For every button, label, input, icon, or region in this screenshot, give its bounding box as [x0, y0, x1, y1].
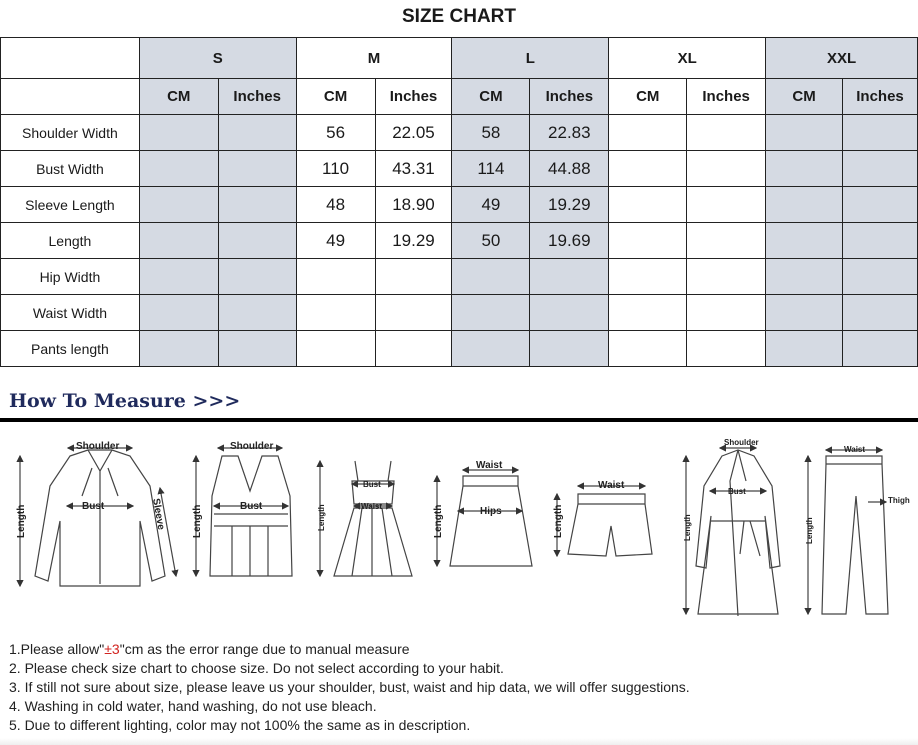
trousers-length-label: Length	[805, 517, 814, 544]
size-xxl-header: XXL	[766, 38, 918, 79]
trousers-thigh-label: Thigh	[888, 496, 910, 505]
table-cell	[375, 259, 452, 295]
table-cell	[139, 151, 218, 187]
table-cell	[218, 151, 296, 187]
dress-length-label: Length	[317, 504, 326, 531]
table-cell	[452, 331, 530, 367]
size-l-header: L	[452, 38, 609, 79]
measurement-diagrams	[0, 426, 918, 626]
table-cell	[766, 223, 843, 259]
table-cell: 19.69	[530, 223, 609, 259]
skirt-waist-label: Waist	[476, 460, 503, 471]
size-xl-header: XL	[609, 38, 766, 79]
skirt-hips-label: Hips	[480, 506, 502, 517]
table-cell	[218, 259, 296, 295]
shorts-waist-label: Waist	[598, 480, 625, 491]
unit-cm: CM	[766, 79, 843, 115]
table-cell	[375, 331, 452, 367]
table-cell: 56	[296, 115, 375, 151]
row-label: Length	[1, 223, 140, 259]
table-cell	[766, 151, 843, 187]
unit-inches: Inches	[530, 79, 609, 115]
table-cell	[687, 331, 766, 367]
unit-cm: CM	[609, 79, 687, 115]
table-cell	[843, 295, 918, 331]
table-cell	[139, 223, 218, 259]
row-label: Shoulder Width	[1, 115, 140, 151]
coat-diagram	[686, 448, 780, 616]
skirt-length-label: Length	[433, 504, 444, 538]
table-cell	[609, 151, 687, 187]
table-cell: 50	[452, 223, 530, 259]
table-cell	[139, 187, 218, 223]
table-cell	[139, 295, 218, 331]
table-cell	[609, 187, 687, 223]
coat-shoulder-label: Shoulder	[724, 438, 759, 447]
table-cell	[296, 295, 375, 331]
table-row	[1, 115, 918, 151]
care-notes	[9, 640, 690, 735]
vest-diagram	[196, 448, 292, 576]
unit-cm: CM	[452, 79, 530, 115]
table-cell	[296, 259, 375, 295]
table-cell: 43.31	[375, 151, 452, 187]
heading-divider	[0, 418, 918, 422]
table-cell: 58	[452, 115, 530, 151]
note-4: 4. Washing in cold water, hand washing, do not use bleach.	[9, 698, 377, 714]
table-row	[1, 223, 918, 259]
corner-cell	[1, 79, 140, 115]
size-m-header: M	[296, 38, 452, 79]
coat-bust-label: Bust	[728, 487, 746, 496]
table-cell	[139, 115, 218, 151]
table-cell	[609, 331, 687, 367]
unit-inches: Inches	[843, 79, 918, 115]
table-cell	[687, 151, 766, 187]
coat-length-label: Length	[683, 514, 692, 541]
blouse-sleeve-label: Sleeve	[150, 497, 167, 531]
table-cell	[766, 115, 843, 151]
table-row	[1, 187, 918, 223]
table-cell	[218, 187, 296, 223]
table-cell	[530, 259, 609, 295]
corner-cell	[1, 38, 140, 79]
table-cell	[452, 295, 530, 331]
table-cell	[452, 259, 530, 295]
vest-length-label: Length	[192, 504, 203, 538]
table-cell	[218, 115, 296, 151]
note-5: 5. Due to different lighting, color may not 100% the same as in description.	[9, 717, 471, 733]
blouse-length-label: Length	[16, 504, 27, 538]
trousers-waist-label: Waist	[844, 445, 866, 454]
table-cell	[687, 259, 766, 295]
skirt-diagram	[437, 470, 532, 573]
table-cell: 44.88	[530, 151, 609, 187]
table-cell: 49	[296, 223, 375, 259]
blouse-diagram	[20, 448, 176, 586]
dress-waist-label: Waist	[361, 502, 383, 511]
table-cell: 19.29	[530, 187, 609, 223]
blouse-bust-label: Bust	[82, 501, 105, 512]
trousers-diagram	[808, 450, 888, 614]
note-2: 2. Please check size chart to choose size. Do not select according to your habit.	[9, 660, 504, 676]
bottom-fade	[0, 738, 918, 745]
table-cell	[843, 259, 918, 295]
table-cell	[843, 151, 918, 187]
table-cell: 18.90	[375, 187, 452, 223]
dress-bust-label: Bust	[363, 480, 381, 489]
table-cell	[843, 223, 918, 259]
table-cell	[530, 295, 609, 331]
table-cell	[687, 115, 766, 151]
table-cell	[766, 187, 843, 223]
unit-inches: Inches	[687, 79, 766, 115]
shorts-diagram	[557, 486, 652, 556]
table-cell	[687, 187, 766, 223]
table-cell	[530, 331, 609, 367]
note-1-tolerance: ±3	[104, 641, 120, 657]
table-cell	[609, 223, 687, 259]
row-label: Pants length	[1, 331, 140, 367]
note-3: 3. If still not sure about size, please leave us your shoulder, bust, waist and hip data, we will offer suggestions.	[9, 679, 690, 695]
unit-inches: Inches	[218, 79, 296, 115]
table-cell	[609, 115, 687, 151]
table-cell: 48	[296, 187, 375, 223]
table-cell: 49	[452, 187, 530, 223]
size-header-row	[1, 38, 918, 79]
table-cell	[766, 295, 843, 331]
unit-header-row	[1, 79, 918, 115]
table-row	[1, 331, 918, 367]
vest-shoulder-label: Shoulder	[230, 441, 274, 452]
table-cell	[843, 115, 918, 151]
table-cell	[609, 259, 687, 295]
table-cell	[687, 295, 766, 331]
vest-bust-label: Bust	[240, 501, 263, 512]
table-cell: 114	[452, 151, 530, 187]
table-cell	[766, 259, 843, 295]
table-row	[1, 151, 918, 187]
table-cell	[139, 259, 218, 295]
table-cell: 110	[296, 151, 375, 187]
table-cell	[218, 331, 296, 367]
dress-diagram	[320, 461, 412, 576]
how-to-measure-heading: How To Measure >>>	[9, 390, 241, 412]
table-cell	[609, 295, 687, 331]
table-cell	[843, 331, 918, 367]
table-cell	[218, 223, 296, 259]
table-cell	[218, 295, 296, 331]
size-chart-title: SIZE CHART	[402, 6, 516, 27]
size-s-header: S	[139, 38, 296, 79]
table-cell: 22.83	[530, 115, 609, 151]
table-cell: 22.05	[375, 115, 452, 151]
table-cell	[375, 295, 452, 331]
table-row	[1, 259, 918, 295]
row-label: Bust Width	[1, 151, 140, 187]
table-row	[1, 295, 918, 331]
note-1-text-a: 1.Please allow"	[9, 641, 105, 657]
note-1	[9, 640, 690, 659]
table-cell	[139, 331, 218, 367]
row-label: Sleeve Length	[1, 187, 140, 223]
table-cell: 19.29	[375, 223, 452, 259]
blouse-shoulder-label: Shoulder	[76, 441, 120, 452]
unit-cm: CM	[139, 79, 218, 115]
table-cell	[766, 331, 843, 367]
row-label: Waist Width	[1, 295, 140, 331]
size-chart-table	[0, 37, 918, 367]
unit-cm: CM	[296, 79, 375, 115]
shorts-length-label: Length	[553, 504, 564, 538]
table-cell	[296, 331, 375, 367]
note-1-text-b: "cm as the error range due to manual measure	[119, 641, 410, 657]
row-label: Hip Width	[1, 259, 140, 295]
table-cell	[687, 223, 766, 259]
unit-inches: Inches	[375, 79, 452, 115]
table-cell	[843, 187, 918, 223]
